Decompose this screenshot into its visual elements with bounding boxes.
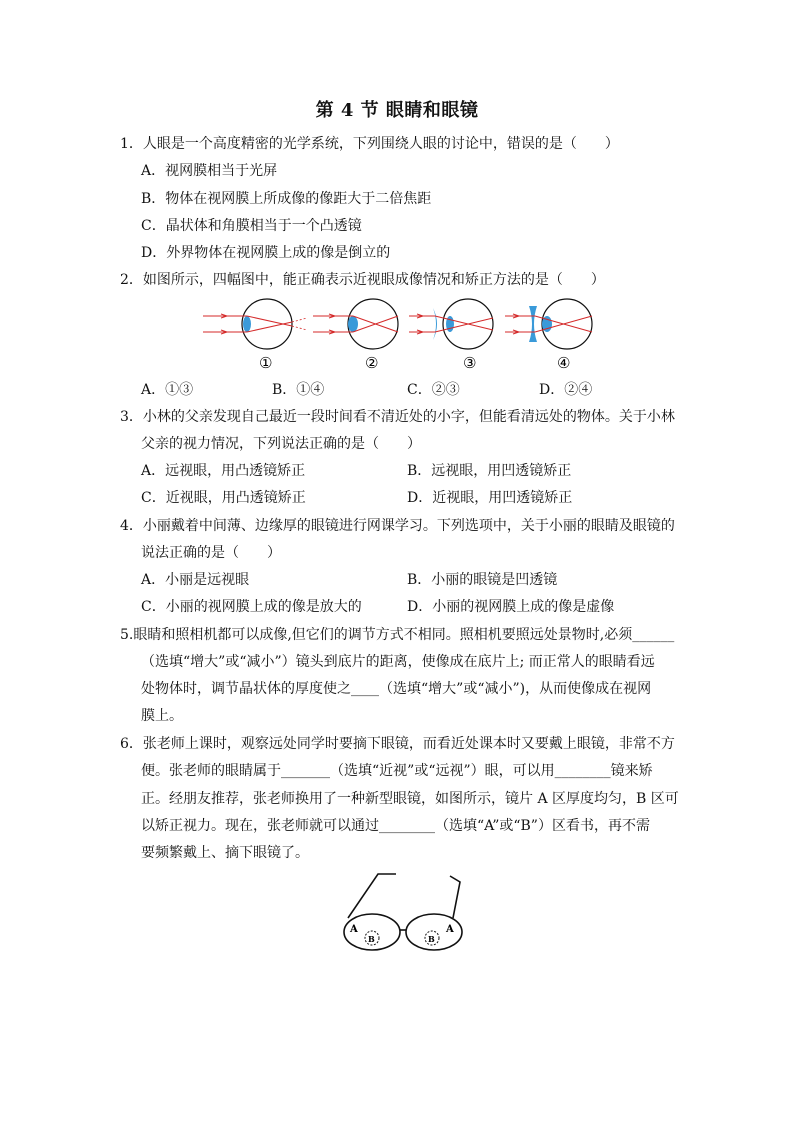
figure-label-1: ① <box>259 354 273 372</box>
q2-stem: 2．如图所示，四幅图中，能正确表示近视眼成像情况和矫正方法的是（ ） <box>120 272 605 288</box>
glasses-figure <box>338 868 468 954</box>
eye-diagram-4 <box>505 299 592 349</box>
q6-line-2: 便。张老师的眼睛属于_______（选填“近视”或“远视”）眼，可以用________镜来矫 <box>141 763 653 779</box>
q1-option-c: C．晶状体和角膜相当于一个凸透镜 <box>141 218 362 234</box>
eye-diagram-2 <box>313 299 398 349</box>
q4-option-a: A．小丽是远视眼 <box>141 572 250 588</box>
label-right-a: A <box>446 924 454 935</box>
label-left-a: A <box>350 924 358 935</box>
q4-option-c: C．小丽的视网膜上成的像是放大的 <box>141 599 362 615</box>
q6-line-4: 以矫正视力。现在，张老师就可以通过________（选填“A”或“B”）区看书，再不需 <box>141 818 650 834</box>
q2-option-b: B．①④ <box>272 382 325 398</box>
label-left-b: B <box>368 934 375 944</box>
q5-line-4: 膜上。 <box>141 708 183 724</box>
q3-option-a: A．远视眼，用凸透镜矫正 <box>141 463 306 479</box>
q6-line-1: 6．张老师上课时，观察远处同学时要摘下眼镜，而看近处课本时又要戴上眼镜，非常不方 <box>120 736 675 752</box>
q4-stem-line-1: 4．小丽戴着中间薄、边缘厚的眼镜进行网课学习。下列选项中，关于小丽的眼睛及眼镜的 <box>120 518 675 534</box>
q1-stem: 1．人眼是一个高度精密的光学系统，下列围绕人眼的讨论中，错误的是（ ） <box>120 136 619 152</box>
right-temple <box>450 876 460 918</box>
q1-option-d: D．外界物体在视网膜上成的像是倒立的 <box>141 245 391 261</box>
label-right-b: B <box>428 934 435 944</box>
q6-line-3: 正。经朋友推荐，张老师换用了一种新型眼镜，如图所示，镜片 A 区厚度均匀，B 区可 <box>141 791 679 807</box>
figure-label-4: ④ <box>557 354 571 372</box>
q1-option-a: A．视网膜相当于光屏 <box>141 163 278 179</box>
q1-option-b: B．物体在视网膜上所成像的像距大于二倍焦距 <box>141 191 432 207</box>
q3-option-c: C．近视眼，用凸透镜矫正 <box>141 490 306 506</box>
q3-stem-line-2: 父亲的视力情况，下列说法正确的是（ ） <box>141 436 421 452</box>
figure-label-3: ③ <box>463 354 477 372</box>
q4-stem-line-2: 说法正确的是（ ） <box>141 545 281 561</box>
left-temple <box>348 874 396 918</box>
q5-line-2: （选填“增大”或“减小”）镜头到底片的距离，使像成在底片上; 而正常人的眼睛看远 <box>141 654 655 670</box>
q5-line-1: 5.眼睛和照相机都可以成像,但它们的调节方式不相同。照相机要照远处景物时,必须______ <box>120 627 675 643</box>
q3-option-d: D．近视眼，用凹透镜矫正 <box>407 490 573 506</box>
figure-label-2: ② <box>365 354 379 372</box>
q6-line-5: 要频繁戴上、摘下眼镜了。 <box>141 845 309 861</box>
section-title: 第 4 节 眼睛和眼镜 <box>315 100 479 121</box>
q3-option-b: B．远视眼，用凹透镜矫正 <box>407 463 572 479</box>
eye-diagram-3 <box>409 299 493 349</box>
q4-option-b: B．小丽的眼镜是凹透镜 <box>407 572 558 588</box>
q2-option-c: C．②③ <box>407 382 460 398</box>
eye-diagrams-figure <box>195 296 605 374</box>
q2-option-d: D．②④ <box>539 382 593 398</box>
q3-stem-line-1: 3．小林的父亲发现自己最近一段时间看不清近处的小字，但能看清远处的物体。关于小林 <box>120 409 675 425</box>
eye-diagram-1 <box>203 299 307 349</box>
q5-line-3: 处物体时，调节晶状体的厚度使之____（选填“增大”或“减小”)，从而使像成在视网 <box>141 681 652 697</box>
q2-option-a: A．①③ <box>141 382 194 398</box>
q4-option-d: D．小丽的视网膜上成的像是虚像 <box>407 599 615 615</box>
